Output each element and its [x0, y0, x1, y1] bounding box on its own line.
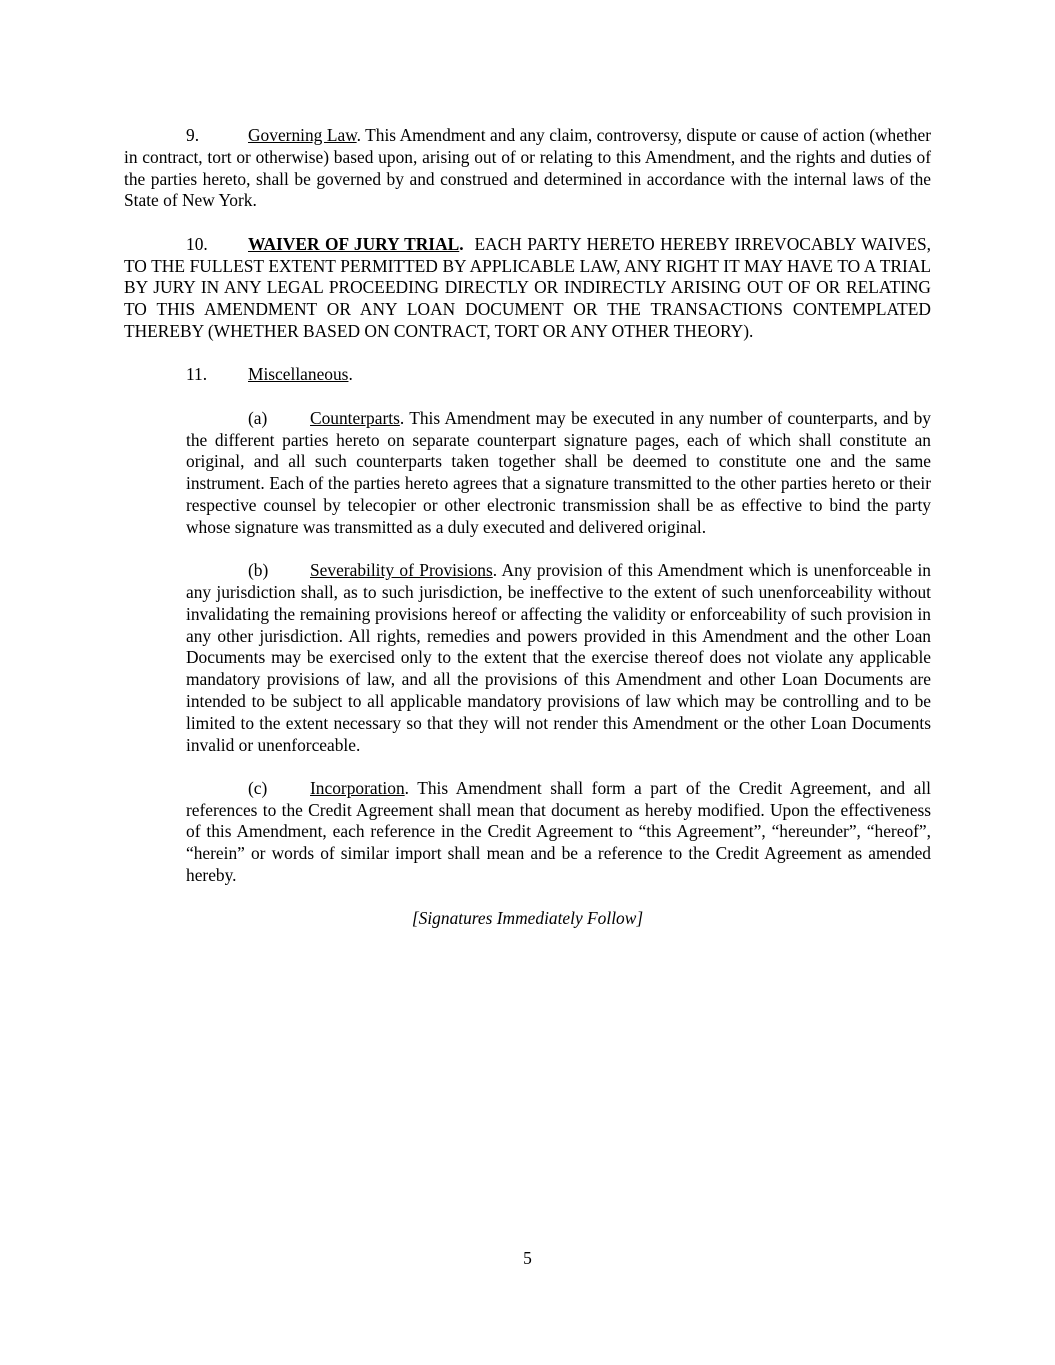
section-text: . — [348, 364, 353, 385]
section-number: 9. — [186, 125, 200, 145]
section-heading-period: . — [459, 233, 464, 254]
subsection-text: . Any provision of this Amendment which is unenforceable in any jurisdiction shall, as to such jurisdiction, be ineffective to the extent of such unenforceability without invalidating the remaining provisions hereof or affecting the validity or enforceability of such provision in any other jurisdiction. All rights, remedies and powers provided in this Amendment and the other Loan Documents may be exercised only to the extent that the exercise thereof does not violate any applicable mandatory provisions of law, and all the provisions of this Amendment and other Loan Documents are intended to be subject to all applicable mandatory provisions of law which may be controlling and to be limited to the extent necessary so that they will not render this Amendment or the other Loan Documents invalid or unenforceable. — [186, 560, 931, 755]
section-text: . This Amendment and any claim, controversy, dispute or cause of action (whether in contract, tort or otherwise) based upon, arising out of or relating to this Amendment, and the rights and duties of the parties hereto, shall be governed by and construed and determined in accordance with the internal laws of the State of New York. — [124, 125, 932, 211]
document-body — [124, 125, 936, 930]
subsection-heading: Incorporation — [310, 777, 405, 798]
section-text: EACH PARTY HERETO HEREBY IRREVOCABLY WAIVES, TO THE FULLEST EXTENT PERMITTED BY APPLICABLE LAW, ANY RIGHT IT MAY HAVE TO A TRIAL BY JURY IN ANY LEGAL PROCEEDING DIRECTLY OR INDIRECTLY ARISING OUT OF OR RELATING TO THIS AMENDMENT OR ANY LOAN DOCUMENT OR THE TRANSACTIONS CONTEMPLATED THEREBY (WHETHER BASED ON CONTRACT, TORT OR ANY OTHER THEORY). — [124, 233, 936, 341]
subsection-b — [186, 560, 931, 756]
subsection-label: (b) — [248, 560, 269, 581]
section-11 — [124, 364, 931, 386]
section-number: 10. — [186, 233, 208, 254]
section-heading: Governing Law — [248, 125, 357, 145]
subsection-a — [186, 408, 931, 539]
page-number: 5 — [523, 1248, 532, 1268]
subsection-heading: Severability of Provisions — [310, 560, 493, 581]
subsection-heading: Counterparts — [310, 407, 400, 428]
section-10 — [124, 233, 936, 343]
section-heading: Miscellaneous — [248, 364, 349, 385]
subsection-text: . This Amendment shall form a part of the Credit Agreement, and all references to the Credit Agreement shall mean that document as hereby modified. Upon the effectiveness of this Amendment, each reference in the Credit Agreement to “this Agreement”, “hereunder”, “hereof”, “herein” or words of similar import shall mean and be a reference to the Credit Agreement as amended hereby. — [186, 777, 931, 886]
section-heading: WAIVER OF JURY TRIAL — [248, 233, 460, 254]
section-number: 11. — [186, 364, 208, 385]
subsection-c — [186, 778, 931, 887]
section-9 — [124, 125, 931, 212]
subsection-label: (a) — [248, 407, 268, 428]
subsection-label: (c) — [248, 777, 268, 798]
subsection-text: . This Amendment may be executed in any number of counterparts, and by the different parties hereto on separate counterpart signature pages, each of which shall constitute an original, and all such counterparts taken together shall be deemed to constitute one and the same instrument. Each of the parties hereto agrees that a signature transmitted to the other parties hereto or their respective counsel by telecopier or other electronic transmission shall be as effective to bind the party whose signature was transmitted as a duly executed and delivered original. — [186, 407, 931, 537]
signature-note: [Signatures Immediately Follow] — [411, 908, 644, 929]
